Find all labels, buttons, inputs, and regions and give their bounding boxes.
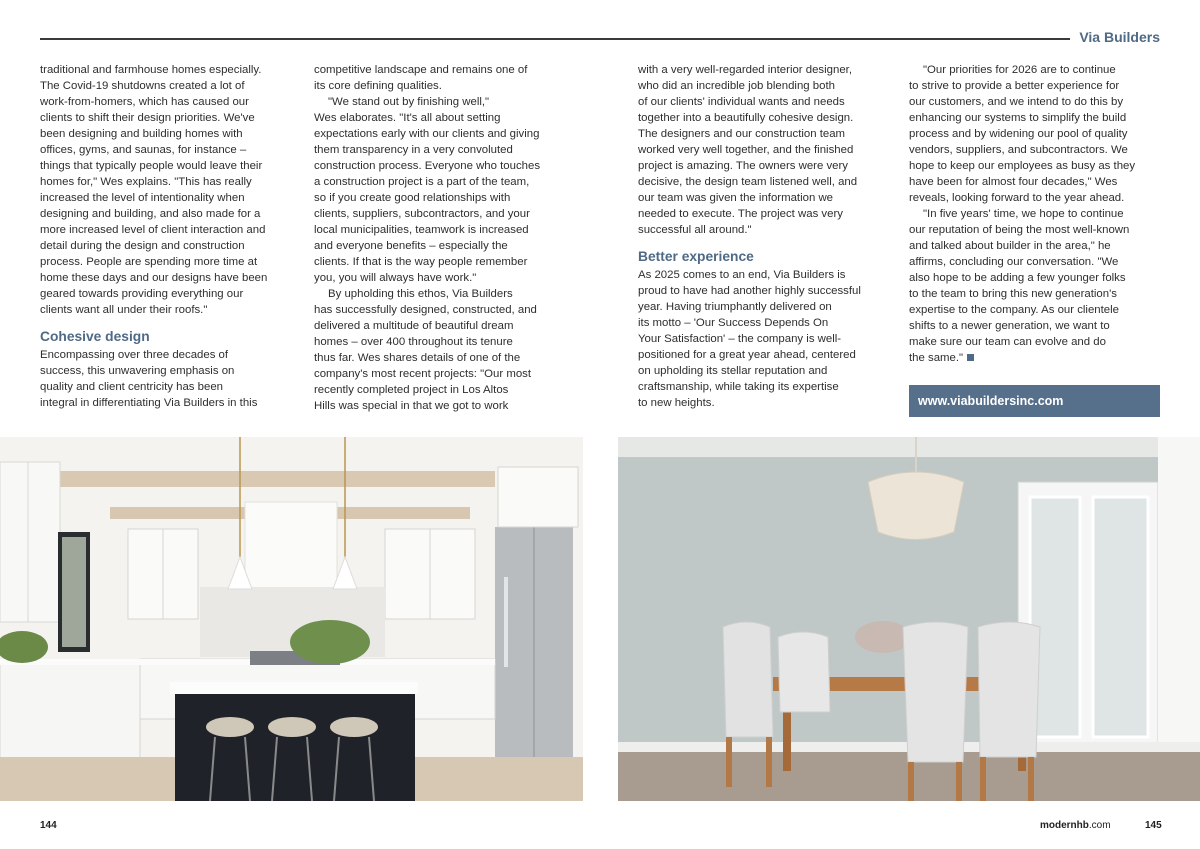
paragraph-final — [909, 206, 1159, 366]
text-column-2 — [314, 62, 564, 414]
page-number-right: 145 — [1145, 820, 1162, 831]
paragraph: competitive landscape and remains one of its core defining qualities. — [314, 64, 528, 92]
section-heading-better-experience: Better experience — [638, 249, 754, 264]
paragraph: "We stand out by finishing well," Wes elaborates. "It's all about setting expectations early with our clients and giving them transparency in a very convoluted construction process. Everyone who touches a construction project is a part of the team, so if you create good relationships with clients, suppliers, subcontractors, and your local municipalities, teamwork is increased and everyone benefits – especially the clients. If that is the way people remember you, you will always have work." — [314, 96, 541, 284]
paragraph-final-text: "In five years' time, we hope to continue our reputation of being the most well-known and talked about builder in the area," he affirms, concluding our conversation. "We also hope to be adding a few younger folks to the team to bring this new generation's expertise to the company. As our clientele shifts to a newer generation, we want to make sure our team can evolve and do the same." — [909, 208, 1130, 364]
paragraph: with a very well-regarded interior designer, who did an incredible job blending both of our clients' individual wants and needs together into a beautifully cohesive design. The designers and our construction team worked very well together, and the finished project is amazing. The owners were very decisive, the design team listened well, and our team was given the information we needed to execute. The project was very successful all around." — [638, 64, 858, 236]
paragraph: As 2025 comes to an end, Via Builders is proud to have had another highly successful year. Having triumphantly delivered on its motto – 'Our Success Depends On Your Satisfaction' – the company is well- positioned for a great year ahead, centered on upholding its stellar reputation and craftsmanship, while taking its expertise to new heights. — [638, 269, 861, 409]
text-column-1 — [40, 62, 290, 411]
kitchen-photo — [0, 437, 583, 801]
text-column-3 — [638, 62, 888, 411]
text-column-4 — [909, 62, 1159, 366]
paragraph: "Our priorities for 2026 are to continue to strive to provide a better experience for our customers, and we intend to do this by enhancing our systems to simplify the build process and by widening our pool of quality vendors, suppliers, and subcontractors. We hope to keep our employees as busy as they have been for almost four decades," Wes reveals, looking forward to the year ahead. — [909, 64, 1136, 204]
paragraph: Encompassing over three decades of success, this unwavering emphasis on quality and client centricity has been integral in differentiating Via Builders in this — [40, 349, 258, 409]
header-rule — [40, 38, 1070, 40]
site-name-suffix: .com — [1088, 820, 1111, 831]
site-name — [1040, 820, 1111, 831]
dining-room-photo — [618, 437, 1200, 801]
header-brand: Via Builders — [1079, 29, 1160, 45]
end-mark-icon — [967, 354, 974, 361]
section-heading-cohesive-design: Cohesive design — [40, 329, 150, 344]
paragraph: traditional and farmhouse homes especially. The Covid-19 shutdowns created a lot of work-from-homers, which has caused our clients to shift their design priorities. We've been designing and building homes with offices, gyms, and saunas, for instance – things that typically people would leave their homes for," Wes explains. "This has really increased the level of intentionality when designing and building, and also made for a more increased level of client interaction and detail during the design and construction process. People are spending more time at home these days and our designs have been geared towards providing everything our clients want all under their roofs." — [40, 64, 268, 316]
site-name-bold: modernhb — [1040, 820, 1089, 831]
website-link[interactable]: www.viabuildersinc.com — [909, 385, 1160, 417]
page-number-left: 144 — [40, 820, 57, 831]
paragraph: By upholding this ethos, Via Builders has successfully designed, constructed, and delivered a multitude of beautiful dream homes – over 400 throughout its tenure thus far. Wes shares details of one of the company's most recent projects: "Our most recently completed project in Los Altos Hills was special in that we got to work — [314, 288, 537, 412]
